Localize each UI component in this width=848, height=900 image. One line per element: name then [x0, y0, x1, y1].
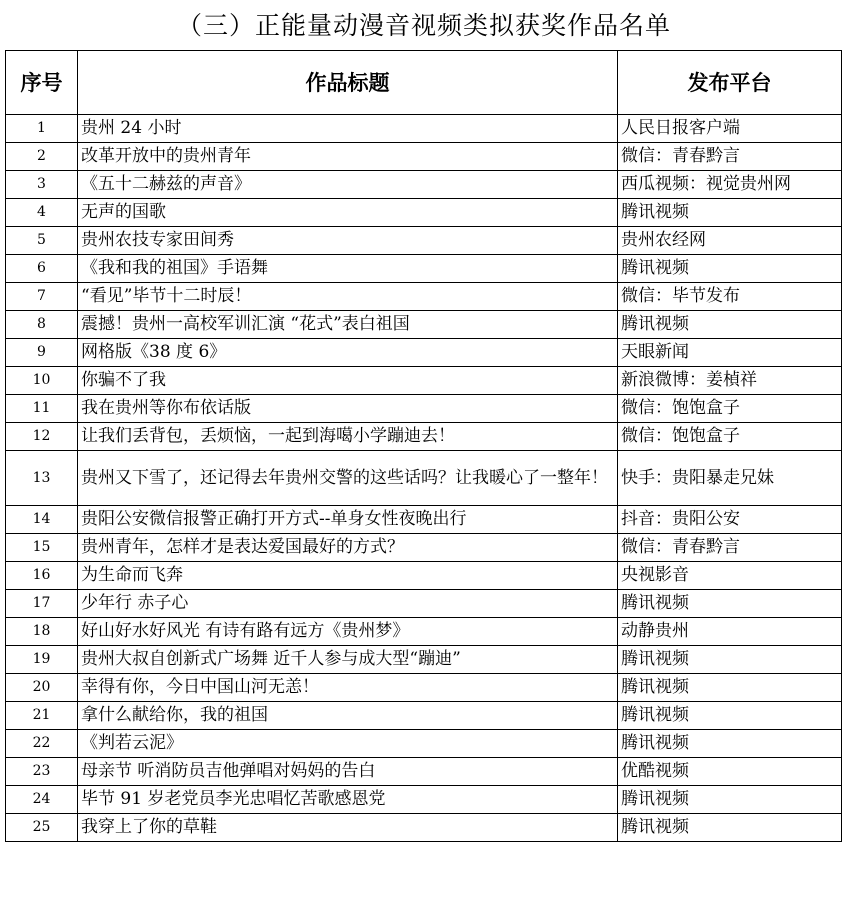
cell-number: 12: [6, 423, 78, 451]
cell-number: 20: [6, 674, 78, 702]
cell-number: 6: [6, 255, 78, 283]
cell-number: 3: [6, 171, 78, 199]
cell-title: 让我们丢背包，丢烦恼，一起到海噶小学蹦迪去！: [78, 423, 618, 451]
cell-platform: 腾讯视频: [618, 730, 842, 758]
cell-title: 拿什么献给你，我的祖国: [78, 702, 618, 730]
cell-platform: 西瓜视频：视觉贵州网: [618, 171, 842, 199]
cell-platform: 腾讯视频: [618, 311, 842, 339]
cell-title: 无声的国歌: [78, 199, 618, 227]
cell-number: 8: [6, 311, 78, 339]
cell-number: 25: [6, 814, 78, 842]
cell-title: 改革开放中的贵州青年: [78, 143, 618, 171]
table-row: [6, 451, 842, 506]
table-row: [6, 423, 842, 451]
cell-title: 《五十二赫兹的声音》: [78, 171, 618, 199]
cell-platform: 人民日报客户端: [618, 115, 842, 143]
table-row: [6, 339, 842, 367]
table-row: [6, 143, 842, 171]
cell-title: 你骗不了我: [78, 367, 618, 395]
award-table: [5, 50, 842, 842]
cell-platform: 微信：饱饱盒子: [618, 423, 842, 451]
table-row: [6, 618, 842, 646]
table-row: [6, 115, 842, 143]
cell-platform: 微信：饱饱盒子: [618, 395, 842, 423]
cell-platform: 抖音：贵阳公安: [618, 506, 842, 534]
cell-number: 23: [6, 758, 78, 786]
cell-title: “看见”毕节十二时辰！: [78, 283, 618, 311]
table-row: [6, 506, 842, 534]
cell-title: 网格版《38 度 6》: [78, 339, 618, 367]
cell-number: 22: [6, 730, 78, 758]
table-row: [6, 534, 842, 562]
cell-title: 《判若云泥》: [78, 730, 618, 758]
table-row: [6, 367, 842, 395]
cell-title: 好山好水好风光 有诗有路有远方《贵州梦》: [78, 618, 618, 646]
cell-platform: 微信：青春黔言: [618, 534, 842, 562]
cell-title: 贵阳公安微信报警正确打开方式--单身女性夜晚出行: [78, 506, 618, 534]
cell-number: 9: [6, 339, 78, 367]
cell-number: 16: [6, 562, 78, 590]
cell-number: 13: [6, 451, 78, 506]
cell-title: 震撼！贵州一高校军训汇演 “花式”表白祖国: [78, 311, 618, 339]
cell-number: 14: [6, 506, 78, 534]
cell-platform: 天眼新闻: [618, 339, 842, 367]
cell-number: 4: [6, 199, 78, 227]
table-row: [6, 786, 842, 814]
table-row: [6, 814, 842, 842]
cell-platform: 腾讯视频: [618, 255, 842, 283]
cell-platform: 腾讯视频: [618, 702, 842, 730]
cell-title: 母亲节 听消防员吉他弹唱对妈妈的告白: [78, 758, 618, 786]
cell-number: 19: [6, 646, 78, 674]
cell-platform: 新浪微博：姜楨祥: [618, 367, 842, 395]
cell-number: 24: [6, 786, 78, 814]
table-row: [6, 227, 842, 255]
cell-number: 11: [6, 395, 78, 423]
header-number: 序号: [6, 51, 78, 115]
table-row: [6, 674, 842, 702]
cell-title: 贵州又下雪了，还记得去年贵州交警的这些话吗？让我暖心了一整年！: [78, 451, 618, 506]
cell-title: 为生命而飞奔: [78, 562, 618, 590]
cell-title: 贵州 24 小时: [78, 115, 618, 143]
cell-number: 18: [6, 618, 78, 646]
cell-platform: 腾讯视频: [618, 674, 842, 702]
cell-number: 10: [6, 367, 78, 395]
cell-platform: 腾讯视频: [618, 814, 842, 842]
cell-title: 幸得有你，今日中国山河无恙！: [78, 674, 618, 702]
cell-platform: 微信：毕节发布: [618, 283, 842, 311]
header-title: 作品标题: [78, 51, 618, 115]
table-row: [6, 702, 842, 730]
table-row: [6, 562, 842, 590]
cell-number: 1: [6, 115, 78, 143]
cell-title: 贵州大叔自创新式广场舞 近千人参与成大型“蹦迪”: [78, 646, 618, 674]
cell-number: 21: [6, 702, 78, 730]
page-title: （三）正能量动漫音视频类拟获奖作品名单: [176, 11, 671, 40]
cell-platform: 贵州农经网: [618, 227, 842, 255]
table-row: [6, 311, 842, 339]
cell-number: 15: [6, 534, 78, 562]
cell-title: 少年行 赤子心: [78, 590, 618, 618]
table-row: [6, 171, 842, 199]
cell-platform: 优酷视频: [618, 758, 842, 786]
cell-platform: 腾讯视频: [618, 786, 842, 814]
table-row: [6, 590, 842, 618]
table-row: [6, 255, 842, 283]
cell-platform: 央视影音: [618, 562, 842, 590]
cell-platform: 腾讯视频: [618, 590, 842, 618]
cell-platform: 微信：青春黔言: [618, 143, 842, 171]
cell-platform: 动静贵州: [618, 618, 842, 646]
cell-title: 贵州农技专家田间秀: [78, 227, 618, 255]
cell-platform: 腾讯视频: [618, 199, 842, 227]
cell-title: 我在贵州等你布依话版: [78, 395, 618, 423]
cell-title: 《我和我的祖国》手语舞: [78, 255, 618, 283]
cell-title: 毕节 91 岁老党员李光忠唱忆苦歌感恩党: [78, 786, 618, 814]
table-row: [6, 758, 842, 786]
cell-platform: 快手：贵阳暴走兄妹: [618, 451, 842, 506]
cell-number: 7: [6, 283, 78, 311]
table-row: [6, 199, 842, 227]
table-header-row: [6, 51, 842, 115]
table-row: [6, 646, 842, 674]
table-row: [6, 730, 842, 758]
cell-number: 17: [6, 590, 78, 618]
table-row: [6, 395, 842, 423]
table-row: [6, 283, 842, 311]
cell-platform: 腾讯视频: [618, 646, 842, 674]
cell-number: 2: [6, 143, 78, 171]
cell-number: 5: [6, 227, 78, 255]
header-platform: 发布平台: [618, 51, 842, 115]
cell-title: 我穿上了你的草鞋: [78, 814, 618, 842]
cell-title: 贵州青年，怎样才是表达爱国最好的方式？: [78, 534, 618, 562]
